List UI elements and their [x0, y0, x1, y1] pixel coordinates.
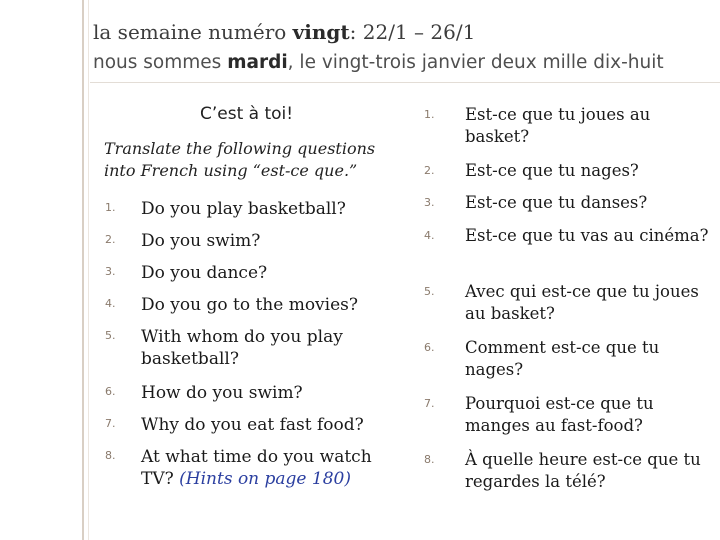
- answer-text: Est-ce que tu nages?: [465, 161, 639, 180]
- question-text: How do you swim?: [141, 383, 303, 403]
- answer-number: 8.: [424, 453, 435, 466]
- question-text: Why do you eat fast food?: [141, 415, 364, 435]
- question-text: With whom do you play basketball?: [141, 327, 343, 369]
- answer-number: 7.: [424, 397, 435, 410]
- question-text: Do you dance?: [141, 263, 268, 283]
- answer-text: Est-ce que tu vas au cinéma?: [465, 226, 709, 245]
- answer-text: À quelle heure est-ce que tu regardes la télé?: [465, 450, 701, 491]
- title-day: mardi: [227, 52, 288, 73]
- answer-text: Est-ce que tu danses?: [465, 193, 648, 212]
- question-text: Do you play basketball?: [141, 199, 346, 219]
- slide-title-date: [93, 52, 664, 73]
- answer-number: 1.: [424, 108, 435, 121]
- answer-number: 3.: [424, 196, 435, 209]
- answer-text: Comment est-ce que tu nages?: [465, 338, 660, 379]
- answer-number: 5.: [424, 285, 435, 298]
- header-divider: [90, 82, 720, 83]
- question-number: 2.: [105, 233, 116, 246]
- title-week-dates: : 22/1 – 26/1: [349, 20, 476, 44]
- question-number: 7.: [105, 417, 116, 430]
- hint-note: (Hints on page 180): [179, 469, 351, 489]
- question-number: 8.: [105, 449, 116, 462]
- answer-number: 2.: [424, 164, 435, 177]
- question-number: 5.: [105, 329, 116, 342]
- answer-text: Pourquoi est-ce que tu manges au fast-food?: [465, 394, 654, 435]
- title-week-number: vingt: [292, 20, 350, 44]
- slide-left-border: [82, 0, 84, 540]
- answer-text: Est-ce que tu joues au basket?: [465, 105, 651, 146]
- slide-left-border-inner: [88, 0, 89, 540]
- question-number: 3.: [105, 265, 116, 278]
- title-date-prefix: nous sommes: [93, 52, 228, 73]
- title-week-prefix: la semaine numéro: [93, 20, 293, 44]
- answer-text: Avec qui est-ce que tu joues au basket?: [465, 282, 699, 323]
- question-number: 1.: [105, 201, 116, 214]
- slide-title-week: [93, 20, 475, 44]
- question-text: Do you go to the movies?: [141, 295, 358, 315]
- activity-heading: C’est à toi!: [200, 104, 294, 124]
- question-number: 6.: [105, 385, 116, 398]
- title-date-full: , le vingt-trois janvier deux mille dix-huit: [287, 52, 664, 73]
- question-text-main: At what time do you watch TV?: [141, 447, 372, 489]
- answer-number: 4.: [424, 229, 435, 242]
- question-text: [141, 446, 401, 490]
- question-number: 4.: [105, 297, 116, 310]
- question-text: Do you swim?: [141, 231, 261, 251]
- activity-instruction: Translate the following questions into French using “est-ce que.”: [104, 139, 376, 180]
- answer-number: 6.: [424, 341, 435, 354]
